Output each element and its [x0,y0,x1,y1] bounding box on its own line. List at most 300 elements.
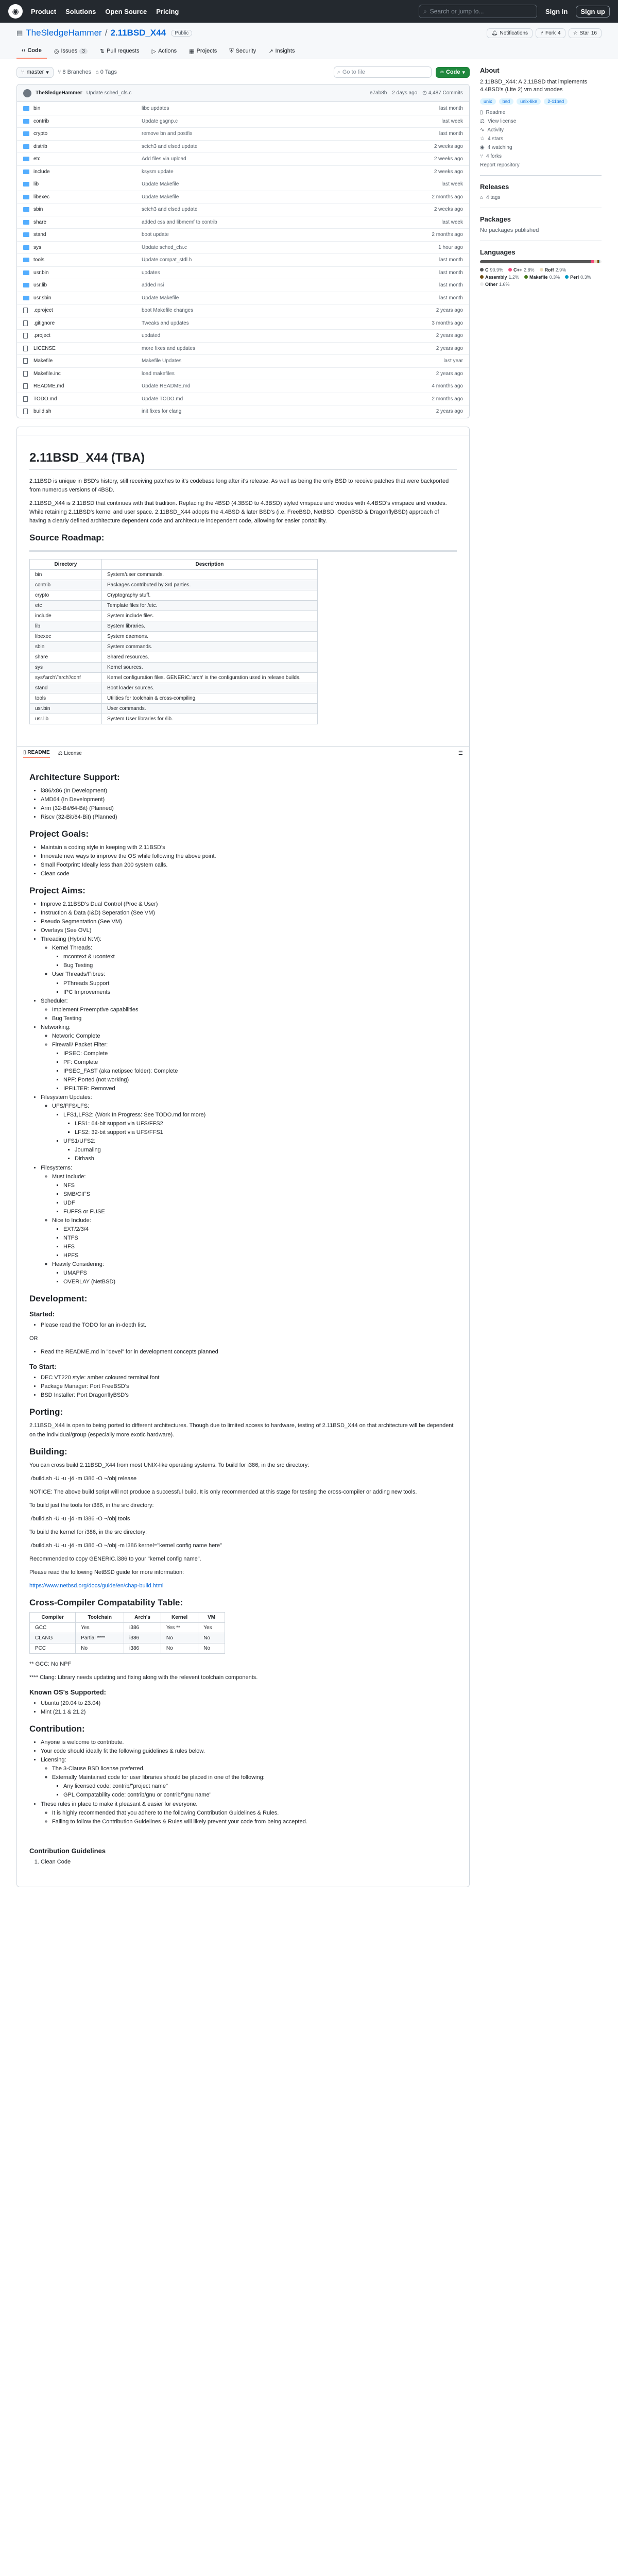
language-item[interactable] [480,275,519,280]
list-item: ▪ IPSEC: Complete [63,1049,457,1058]
roadmap-description: Template files for /etc. [102,600,318,611]
language-item[interactable] [524,275,560,280]
nav-product[interactable]: Product [31,7,57,15]
roadmap-description: System commands. [102,641,318,652]
file-row[interactable] [17,304,469,317]
sign-in-link[interactable]: Sign in [545,7,568,15]
file-row[interactable] [17,253,469,266]
file-date: last month [439,269,463,276]
language-name: C++ [513,267,523,273]
file-date: 2 years ago [436,345,463,351]
compat-cell: No [76,1643,124,1654]
file-row[interactable] [17,292,469,304]
list-item: ▪ Bug Testing [63,961,457,970]
branch-select[interactable]: ⑂ master ▾ [16,67,54,78]
file-date: 2 months ago [432,396,463,402]
list-item: ▪ NFS [63,1181,457,1190]
repo-header [0,23,618,59]
folder-icon [23,182,29,187]
global-search-input[interactable]: ⌕ Search or jump to... [419,5,537,18]
readme-body [17,435,469,746]
branch-icon: ⑂ [21,69,25,75]
list-item: • DEC VT220 style: amber coloured terminal font [41,1374,457,1382]
roadmap-description: System libraries. [102,621,318,631]
repo-title [16,28,602,38]
file-row[interactable] [17,393,469,405]
contribution-heading: Contribution: [29,1724,85,1734]
language-item[interactable] [565,275,591,280]
commit-author[interactable]: TheSledgeHammer [36,90,82,96]
file-row[interactable] [17,140,469,153]
compat-cell: Yes [198,1623,225,1633]
commit-meta [370,90,463,96]
arch-heading: Architecture Support: [29,772,120,782]
file-name[interactable]: .project [33,333,50,339]
file-row[interactable] [17,405,469,418]
known-os-heading: Known OS's Supported: [29,1688,106,1697]
folder-icon [23,157,29,161]
table-row [30,672,318,683]
file-commit-message[interactable]: Update Makefile [142,181,179,188]
tags-link[interactable]: ⌂ 0 Tags [95,69,117,75]
search-icon: ⌕ [423,7,427,15]
roadmap-directory: share [30,652,102,662]
file-commit-message[interactable]: Update README.md [142,383,191,389]
language-item[interactable] [480,267,503,273]
list-item: ▪ UFS1/UFS2: ▪ Journaling ▪ Dirhash [63,1137,457,1163]
file-name[interactable]: tools [33,257,45,263]
compat-cell: No [198,1643,225,1654]
file-name[interactable]: README.md [33,383,64,389]
file-name[interactable]: lib [33,181,39,188]
file-icon [23,409,28,414]
list-item: ▪ Journaling [75,1146,457,1155]
topic-tag[interactable]: unix [480,98,496,105]
file-commit-message[interactable]: Update sched_cfs.c [142,244,187,250]
file-date: last month [439,131,463,137]
list-item: • Mint (21.1 & 21.2) [41,1708,457,1717]
roadmap-description: Cryptography stuff. [102,590,318,600]
language-name: Other [485,281,498,287]
file-name[interactable]: Makefile [33,358,53,364]
readme-title: 2.11BSD_X44 (TBA) [29,451,457,470]
stars-link[interactable]: ☆ 4 stars [480,135,503,142]
footnote-gcc: ** GCC: No NPF [29,1661,72,1668]
folder-icon [23,144,29,149]
divider [29,550,457,552]
activity-link[interactable]: ∿ Activity [480,127,504,133]
building-text-1: You can cross build 2.11BSD_X44 from most UNIX-like operating systems. To build for i386, in the src directory: [29,1462,310,1468]
list-item: ◦ Failing to follow the Contribution Guidelines & Rules will likely prevent your code from being accepted. [52,1818,457,1826]
compat-cell: PCC [30,1643,76,1654]
file-row[interactable] [17,279,469,292]
file-browser [16,84,470,418]
roadmap-directory: crypto [30,590,102,600]
file-commit-message[interactable]: ksysm update [142,168,174,175]
file-commit-message[interactable]: added nsi [142,282,164,289]
file-row[interactable] [17,178,469,191]
list-item: ◦ User Threads/Fibres: ▪ PThreads Support ▪ IPC Improvements [52,970,457,996]
file-row[interactable] [17,102,469,115]
list-item: • BSD Installer: Port DragonflyBSD's [41,1391,457,1400]
file-name[interactable]: sys [33,244,41,250]
table-row [30,569,318,580]
language-percent: 0.3% [549,274,560,280]
roadmap-directory: sys/'arch'/'arch'/conf [30,672,102,683]
file-row[interactable] [17,228,469,241]
commit-message[interactable]: Update sched_cfs.c [86,90,132,96]
compat-cell: Yes [76,1623,124,1633]
file-row[interactable] [17,115,469,128]
topic-tag[interactable]: bsd [499,98,514,105]
code-icon: ‹› [440,69,444,75]
file-commit-message[interactable]: Makefile Updates [142,358,182,364]
roadmap-directory: contrib [30,580,102,590]
compat-cell: Yes ** [161,1623,198,1633]
table-row [30,631,318,641]
history-icon: ◷ [422,90,427,96]
file-row[interactable] [17,203,469,216]
table-row [30,714,318,724]
file-name[interactable]: share [33,219,47,225]
license-link[interactable]: ⚖ View license [480,118,517,124]
global-header [0,0,618,23]
file-commit-message[interactable]: added css and libmemf to contrib [142,219,217,225]
compat-header: Toolchain [76,1613,124,1623]
code-dropdown-button[interactable]: ‹› Code ▾ [436,67,470,78]
guidelines-list [29,1858,457,1867]
list-item: ▪ LFS2: 32-bit support via UFS/FFS1 [75,1128,457,1137]
chevron-down-icon: ▾ [46,69,49,76]
github-logo-icon[interactable]: ◉ [8,4,23,19]
file-date: 2 years ago [436,308,463,314]
file-commit-message[interactable]: boot update [142,232,169,238]
file-commit-message[interactable]: Update compat_stdl.h [142,257,192,263]
compat-cell: i386 [124,1643,161,1654]
table-row [30,580,318,590]
nav-open-source[interactable]: Open Source [105,7,147,15]
language-name: C [485,267,489,273]
go-to-file-input[interactable]: ⌕ Go to file [334,66,432,78]
file-date: 2 weeks ago [434,207,463,213]
file-name[interactable]: LICENSE [33,345,56,351]
tab-code[interactable]: ‹› Code [16,44,47,59]
file-name[interactable]: usr.lib [33,282,47,289]
file-commit-message[interactable]: libc updates [142,105,169,111]
commits-link[interactable]: ◷ 4,487 Commits [422,90,463,96]
list-item: • Scheduler: ◦ Implement Preemptive capabilities ◦ Bug Testing [41,997,457,1023]
file-commit-message[interactable]: updates [142,269,160,276]
packages-section [480,208,602,233]
folder-icon [23,258,29,262]
list-item: • Riscv (32-Bit/64-Bit) (Planned) [41,813,457,822]
tab-pull-requests[interactable]: ⇅ Pull requests [99,48,140,55]
file-row[interactable] [17,380,469,393]
branch-bar [16,66,470,78]
repo-name-link[interactable]: 2.11BSD_X44 [110,28,166,38]
file-name[interactable]: usr.bin [33,269,49,276]
file-list [17,102,469,418]
file-date: 2 years ago [436,409,463,415]
file-name[interactable]: libexec [33,194,50,200]
folder-icon [23,270,29,275]
list-item: ◦ The 3-Clause BSD license preferred. [52,1765,457,1773]
roadmap-heading: Source Roadmap: [29,532,105,543]
file-row[interactable] [17,191,469,204]
file-commit-message[interactable]: sctch3 and elsed update [142,143,198,149]
language-item[interactable] [508,267,535,273]
language-name: Roff [544,267,554,273]
list-item: ◦ Must Include: ▪ NFS ▪ SMB/CIFS ▪ UDF ▪ FUFFS or FUSE [52,1173,457,1216]
language-bar-segment [480,260,591,263]
aims-list [29,900,457,1286]
file-date: last week [441,118,463,124]
file-name[interactable]: bin [33,105,41,111]
list-item: ▪ SMB/CIFS [63,1190,457,1199]
file-row[interactable] [17,367,469,380]
roadmap-directory: usr.bin [30,703,102,714]
list-item: ◦ Nice to Include: ▪ EXT/2/3/4 ▪ NTFS ▪ HFS ▪ HPFS [52,1216,457,1260]
language-item[interactable] [540,267,566,273]
language-dot-icon [480,282,484,286]
file-name[interactable]: crypto [33,131,48,137]
file-commit-message[interactable]: more fixes and updates [142,345,195,351]
list-item: • Clean code [41,870,457,878]
compat-cell: No [198,1633,225,1643]
nav-solutions[interactable]: Solutions [65,7,96,15]
file-row[interactable] [17,317,469,330]
avatar[interactable] [23,89,31,97]
languages-heading: Languages [480,248,516,256]
porting-text: 2.11BSD_X44 is open to being ported to different architectures. Though due to limited access to hardware, testing of 2.11BSD_X44 on that architecture will be dependent on the individual/group (especially more exotic hardware). [29,1422,454,1438]
tab-projects[interactable]: ▦ Projects [189,48,217,55]
file-date: 2 weeks ago [434,156,463,162]
topic-tag[interactable]: unix-like [517,98,541,105]
eye-icon: ◉ [480,144,485,150]
languages-section [480,241,602,287]
file-row[interactable] [17,165,469,178]
list-item: • Maintain a coding style in keeping with 2.11BSD's [41,843,457,852]
file-commit-message[interactable]: Update Makefile [142,295,179,301]
readme-intro-1: 2.11BSD is unique in BSD's history, still receiving patches to it's codebase long after it's release. As well as being the only BSD to receive patches that were backported from numerous versions of 4BSD. [29,478,449,493]
tab-security[interactable]: ⛨ Security [229,47,256,54]
fork-button[interactable]: ⑂ Fork 4 [536,28,565,38]
file-date: 2 years ago [436,370,463,377]
file-date: last month [439,257,463,263]
roadmap-directory: usr.lib [30,714,102,724]
roadmap-directory: bin [30,569,102,580]
nav-pricing[interactable]: Pricing [156,7,179,15]
file-commit-message[interactable]: Update gsgnp.c [142,118,178,124]
tab-actions[interactable]: ▷ Actions [151,48,177,55]
about-sidebar [480,66,602,1887]
file-commit-message[interactable]: Update TODO.md [142,396,183,402]
list-item: ▪ GPL Compatability code: contrib/gnu or contrib/"gnu name" [63,1791,457,1800]
building-command-2: ./build.sh -U -u -j4 -m i386 -O ~/obj tools [29,1515,130,1522]
tab-insights[interactable]: ↗ Insights [268,48,295,55]
file-commit-message[interactable]: Update Makefile [142,194,179,200]
forks-link[interactable]: ⑂ 4 forks [480,153,502,159]
file-row[interactable] [17,152,469,165]
list-item: • Innovate new ways to improve the OS while following the above point. [41,852,457,861]
releases-heading[interactable]: Releases [480,182,509,191]
list-item: ▪ IPFILTER: Removed [63,1084,457,1093]
roadmap-description: System/user commands. [102,569,318,580]
list-item: ▪ mcontext & ucontext [63,953,457,961]
file-date: last month [439,105,463,111]
file-row[interactable] [17,266,469,279]
file-commit-message[interactable]: load makefiles [142,370,175,377]
list-item: ◦ Heavily Considering: ▪ UMAPFS ▪ OVERLAY (NetBSD) [52,1260,457,1286]
file-commit-message[interactable]: remove bn and postfix [142,131,193,137]
file-row[interactable] [17,342,469,355]
language-percent: 2.8% [524,267,535,273]
file-commit-message[interactable]: sctch3 and elsed update [142,207,198,213]
folder-icon [23,245,29,250]
file-commit-message[interactable]: boot Makefile changes [142,308,194,314]
list-item: • Ubuntu (20.04 to 23.04) [41,1699,457,1708]
language-item[interactable] [480,282,510,287]
compat-header: VM [198,1613,225,1623]
folder-icon [23,296,29,300]
list-item: • Package Manager: Port FreeBSD's [41,1382,457,1391]
tab-issues[interactable]: ◎ Issues 3 [49,44,93,59]
file-icon [23,320,28,326]
file-commit-message[interactable]: updated [142,333,161,339]
file-date: 2 months ago [432,194,463,200]
table-row [30,600,318,611]
list-item: ▪ PF: Complete [63,1058,457,1067]
packages-heading[interactable]: Packages [480,215,511,223]
readme-tab[interactable]: ▯ README [23,750,50,758]
file-name[interactable]: stand [33,232,46,238]
compat-cell: GCC [30,1623,76,1633]
file-name[interactable]: build.sh [33,409,52,415]
netbsd-guide-link[interactable]: https://www.netbsd.org/docs/guide/en/chap-build.html [29,1582,164,1589]
roadmap-directory: libexec [30,631,102,641]
roadmap-header-description: Description [102,559,318,569]
roadmap-description: Shared resources. [102,652,318,662]
file-icon [23,358,28,364]
list-item: ▪ Dirhash [75,1155,457,1163]
file-row[interactable] [17,127,469,140]
list-item: ◦ Network: Complete [52,1032,457,1041]
language-percent: 1.6% [499,281,510,287]
known-os-list [29,1699,457,1717]
file-commit-message[interactable]: Tweaks and updates [142,320,189,326]
building-command-1: ./build.sh -U -u -j4 -m i386 -O ~/obj release [29,1475,137,1482]
law-icon: ⚖ [480,118,485,124]
file-commit-message[interactable]: Add files via upload [142,156,186,162]
list-item: • AMD64 (In Development) [41,795,457,804]
language-dot-icon [480,275,484,279]
table-row [30,641,318,652]
file-row[interactable] [17,329,469,342]
license-tab[interactable]: ⚖ License [58,751,82,757]
repo-owner-link[interactable]: TheSledgeHammer [26,28,102,38]
tags-link[interactable]: ⌂ 4 tags [480,194,501,200]
list-item: • Instruction & Data (I&D) Seperation (See VM) [41,909,457,918]
list-item: ◦ Firewall/ Packet Filter: ▪ IPSEC: Complete ▪ PF: Complete ▪ IPSEC_FAST (aka netipsec folder): Complete ▪ NPF: Ported (not working) ▪ IPFILTER: Removed [52,1041,457,1093]
file-name[interactable]: TODO.md [33,396,57,402]
star-button[interactable]: ☆ Star 16 [569,28,602,38]
roadmap-directory: tools [30,693,102,703]
file-name[interactable]: contrib [33,118,49,124]
folder-icon [23,119,29,124]
folder-icon [23,195,29,199]
language-percent: 90.9% [490,267,504,273]
file-name[interactable]: distrib [33,143,47,149]
commit-time: 2 days ago [392,90,418,96]
file-row[interactable] [17,354,469,367]
folder-icon [23,131,29,136]
porting-heading: Porting: [29,1407,63,1417]
outline-menu-icon[interactable]: ☰ [458,751,463,757]
list-item: • Filesystems: ◦ Must Include: ▪ NFS ▪ SMB/CIFS ▪ UDF ▪ FUFFS or FUSE ◦ Nice to Include: ▪ EXT/2/3/4 ▪ NTFS ▪ HFS ▪ HPFS ◦ Heavily Considering: ▪ UMAPFS ▪ OVERLAY (NetBSD) [41,1164,457,1287]
repo-icon: ▤ [16,29,23,37]
language-bar-segment [599,260,602,263]
list-item: • Networking: ◦ Network: Complete ◦ Firewall/ Packet Filter: ▪ IPSEC: Complete ▪ PF: Complete ▪ IPSEC_FAST (aka netipsec folder): Complete ▪ NPF: Ported (not working) ▪ IPFILTER: Removed [41,1023,457,1093]
table-row [30,1643,225,1654]
topic-tag[interactable]: 2-11bsd [544,98,568,105]
aims-heading: Project Aims: [29,886,85,896]
visibility-badge: Public [171,30,192,37]
commit-hash[interactable]: e7ab8b [369,90,387,96]
list-item: ▪ UDF [63,1199,457,1208]
file-name[interactable]: usr.sbin [33,295,52,301]
readme-link[interactable]: ▯ Readme [480,109,506,115]
file-icon [23,371,28,377]
issue-icon: ◎ [54,48,59,55]
roadmap-description: System daemons. [102,631,318,641]
file-row[interactable] [17,216,469,229]
sign-up-button[interactable]: Sign up [576,6,610,18]
footnote-clang: **** Clang: Library needs updating and fixing along with the relevent toolchain components. [29,1674,258,1681]
file-name[interactable]: etc [33,156,41,162]
notifications-button[interactable]: 🔔︎ Notifications [487,28,533,38]
file-date: 2 weeks ago [434,168,463,175]
language-list [480,267,602,287]
branches-link[interactable]: ⑂ 8 Branches [57,69,92,75]
started-heading: Started: [29,1310,55,1318]
file-name[interactable]: sbin [33,207,43,213]
list-item: ▪ LFS1,LFS2: (Work In Progress: See TODO.md for more) ▪ LFS1: 64-bit support via UFS/FFS2 ▪ LFS2: 32-bit support via UFS/FFS1 [63,1111,457,1137]
watching-link[interactable]: ◉ 4 watching [480,144,512,150]
file-commit-message[interactable]: init fixes for clang [142,409,182,415]
roadmap-description: Utilities for toolchain & cross-compiling. [102,693,318,703]
language-name: Makefile [529,274,548,280]
graph-icon: ↗ [268,48,273,55]
list-item: ▪ UMAPFS [63,1269,457,1278]
file-row[interactable] [17,241,469,254]
report-repository-link[interactable]: Report repository [480,162,520,168]
folder-icon [23,283,29,287]
file-name[interactable]: .cproject [33,308,53,314]
goals-list [29,843,457,878]
file-date: 4 months ago [432,383,463,389]
list-item: ▪ HFS [63,1243,457,1251]
page-body [0,59,618,1894]
file-name[interactable]: include [33,168,50,175]
file-name[interactable]: .gitignore [33,320,55,326]
file-name[interactable]: Makefile.inc [33,370,61,377]
readme-body-cont [17,761,469,1887]
building-text-4: To build the kernel for i386, in the src directory: [29,1529,147,1535]
file-icon [23,333,28,338]
roadmap-header-directory: Directory [30,559,102,569]
list-item: ▪ FUFFS or FUSE [63,1208,457,1216]
table-icon: ▦ [189,48,195,55]
